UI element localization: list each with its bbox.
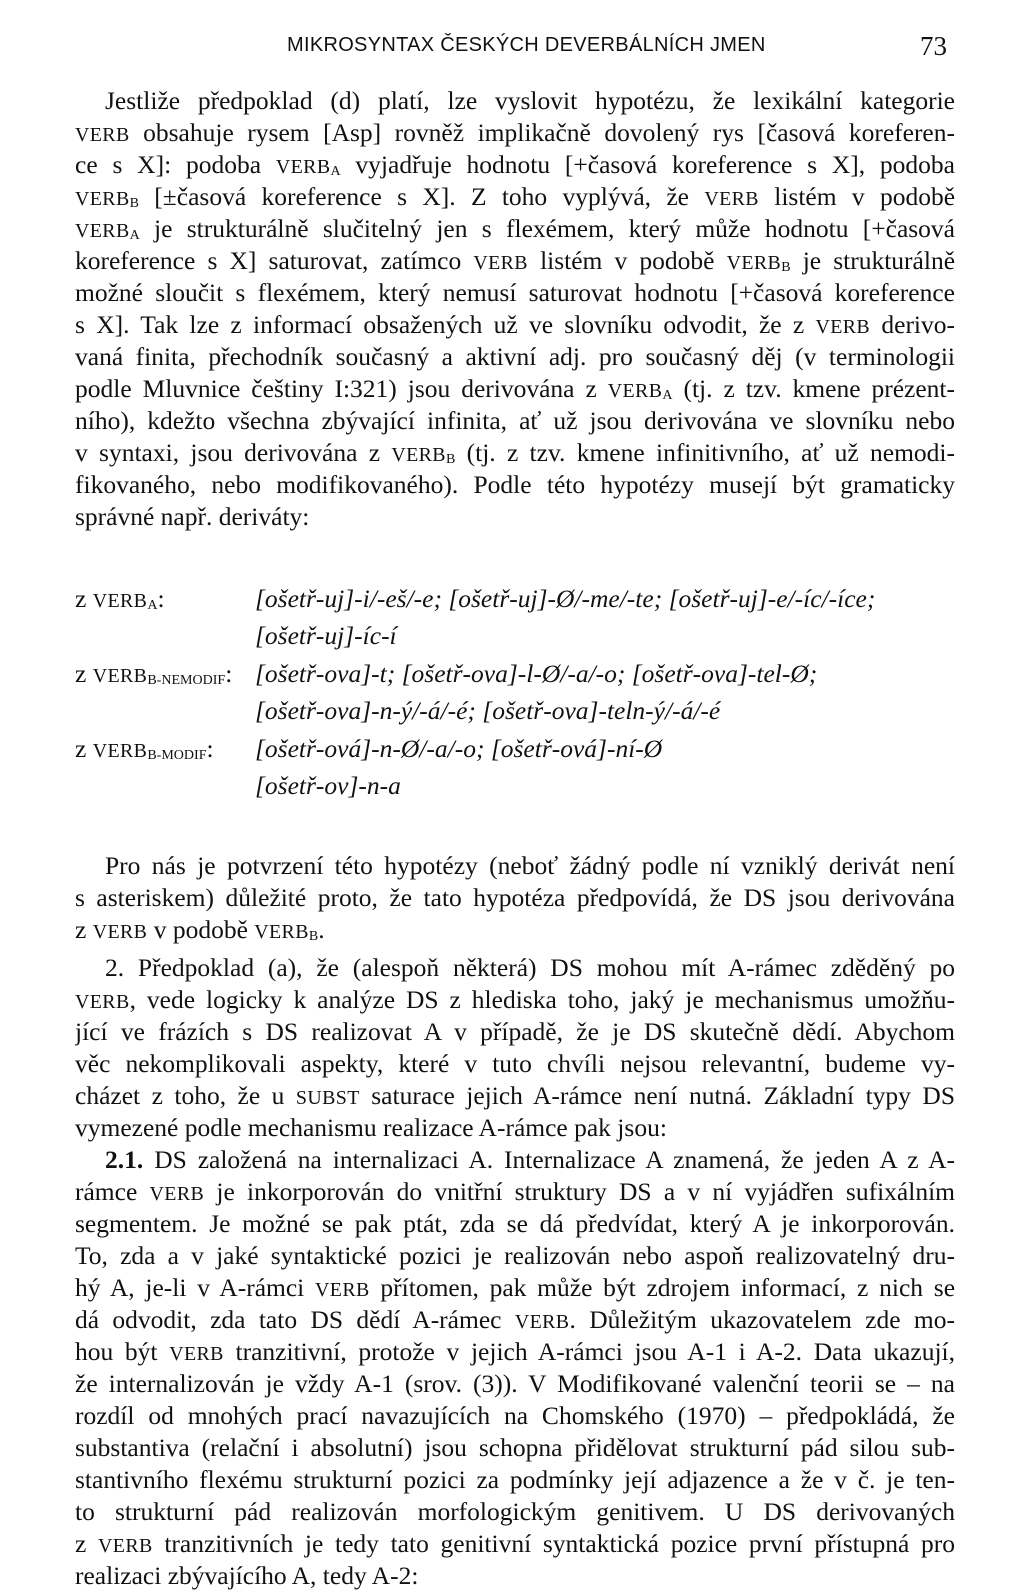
text-line: fikovaného, nebo modifikovaného). Podle této hypotézy musejí být gramaticky (75, 470, 955, 499)
text-line: cházet z toho, že u SUBST saturace jejich A-rámce není nutná. Základní typy DS (75, 1081, 955, 1110)
text-line: hou být VERB tranzitivní, protože v jejich A-rámci jsou A-1 i A-2. Data ukazují, (75, 1337, 955, 1366)
text-line: z VERB tranzitivních je tedy tato genitivní syntaktická pozice první přístupná pro (75, 1529, 955, 1558)
text-line: Pro nás je potvrzení této hypotézy (neboť žádný podle ní vzniklý derivát není (105, 851, 955, 880)
text-line: vaná finita, přechodník současný a aktivní adj. pro současný děj (v terminologii (75, 342, 955, 371)
text-line: VERB obsahuje rysem [Asp] rovněž implikačně dovolený rys [časová koreferen- (75, 118, 955, 147)
paragraph-2 (75, 850, 955, 946)
text-line: ního), kdežto všechna zbývající infinita, ať už jsou derivována ve slovníku nebo (75, 406, 955, 435)
example-label: z $VERB_{B-MODIF}$: (75, 734, 214, 764)
text-line: podle Mluvnice češtiny I:321) jsou derivována z $VERB_A$ (tj. z tzv. kmene prézent- (75, 374, 955, 404)
running-header (0, 31, 1024, 62)
text-line: realizaci zbývajícího A, tedy A-2: (75, 1561, 419, 1590)
example-label: z $VERB_{B-NEMODIF}$: (75, 659, 233, 689)
text-line: koreference s X] saturovat, zatímco VERB listém v podobě $VERB_B$ je strukturálně (75, 246, 955, 276)
text-line: rozdíl od mnohých prací navazujících na Chomského (1970) – předpokládá, že (75, 1401, 955, 1430)
text-line: to strukturní pád realizován morfologickým genitivem. U DS derivovaných (75, 1497, 955, 1526)
running-title: MIKROSYNTAX ČESKÝCH DEVERBÁLNÍCH JMEN (287, 34, 766, 56)
text-line: s asteriskem) důležité proto, že tato hypotéza předpovídá, že DS jsou derivována (75, 883, 955, 912)
examples-list (75, 583, 955, 802)
example-forms: [ošetř-uj]-i/-eš/-e; [ošetř-uj]-Ø/-me/-te; [ošetř-uj]-e/-íc/-íce; [ošetř-uj]-íc-í (255, 584, 876, 650)
paragraph-1 (75, 85, 955, 533)
text-line: VERB, vede logicky k analýze DS z hlediska toho, jaký je mechanismus umožňu- (75, 985, 955, 1014)
text-line: že internalizován je vždy A-1 (srov. (3)). V Modifikované valenční teorii se – na (75, 1369, 955, 1398)
example-verb-a (75, 583, 955, 652)
text-line: správné např. deriváty: (75, 502, 310, 531)
example-verb-b-modif (75, 733, 955, 802)
paragraph-4 (75, 1144, 955, 1592)
text-line: stantivního flexému strukturní pozici za podmínky její adjazence a že v č. je ten- (75, 1465, 955, 1494)
section-number: 2.1. (105, 1145, 144, 1174)
text-line: segmentem. Je možné se pak ptát, zda se dá předvídat, který A je inkorporován. (75, 1209, 955, 1238)
text-line: 2. Předpoklad (a), že (alespoň některá) DS mohou mít A-rámec zděděný po (105, 953, 955, 982)
example-forms: [ošetř-ova]-t; [ošetř-ova]-l-Ø/-a/-o; [ošetř-ova]-tel-Ø; [ošetř-ova]-n-ý/-á/-é; [ošetř-ova]-teln-ý/-á/-é (255, 659, 818, 725)
text-line: To, zda a v jaké syntaktické pozici je realizován nebo aspoň realizovatelný dru- (75, 1241, 955, 1270)
paragraph-3 (75, 952, 955, 1144)
text-line: hý A, je-li v A-rámci VERB přítomen, pak může být zdrojem informací, z nich se (75, 1273, 955, 1302)
text-line: možné sloučit s flexémem, který nemusí saturovat hodnotu [+časová koreference (75, 278, 955, 307)
text-line: vymezené podle mechanismu realizace A-rámce pak jsou: (75, 1113, 667, 1142)
text-line: v syntaxi, jsou derivována z $VERB_B$ (tj. z tzv. kmene infinitivního, ať už nemodi- (75, 438, 955, 468)
text-line: jící ve frázích s DS realizovat A v případě, že je DS skutečně dědí. Abychom (75, 1017, 955, 1046)
text-line: s X]. Tak lze z informací obsažených už ve slovníku odvodit, že z VERB derivo- (75, 310, 955, 339)
text-line: $VERB_B$ [±časová koreference s X]. Z toho vyplývá, že VERB listém v podobě (75, 182, 955, 212)
text-line: z VERB v podobě $VERB_B$. (75, 915, 325, 945)
text-line: dá odvodit, zda tato DS dědí A-rámec VERB. Důležitým ukazovatelem zde mo- (75, 1305, 955, 1334)
example-label: z $VERB_A$: (75, 584, 165, 614)
text-line: 2.1. DS založená na internalizaci A. Internalizace A znamená, že jeden A z A- (105, 1145, 955, 1174)
main-text (75, 85, 955, 1592)
example-forms: [ošetř-ová]-n-Ø/-a/-o; [ošetř-ová]-ní-Ø [ošetř-ov]-n-a (255, 734, 663, 800)
text-line: rámce VERB je inkorporován do vnitřní struktury DS a v ní vyjádřen sufixálním (75, 1177, 955, 1206)
text-line: Jestliže předpoklad (d) platí, lze vyslovit hypotézu, že lexikální kategorie (105, 86, 955, 115)
text-line: $VERB_A$ je strukturálně slučitelný jen s flexémem, který může hodnotu [+časová (75, 214, 955, 244)
example-verb-b-nemodif (75, 658, 955, 727)
text-line: substantiva (relační i absolutní) jsou schopna přidělovat strukturní pád silou sub- (75, 1433, 955, 1462)
text-line: věc nekomplikovali aspekty, které v tuto chvíli nejsou relevantní, budeme vy- (75, 1049, 955, 1078)
text-line: ce s X]: podoba $VERB_A$ vyjadřuje hodnotu [+časová koreference s X], podoba (75, 150, 955, 180)
page-number: 73 (920, 31, 947, 61)
